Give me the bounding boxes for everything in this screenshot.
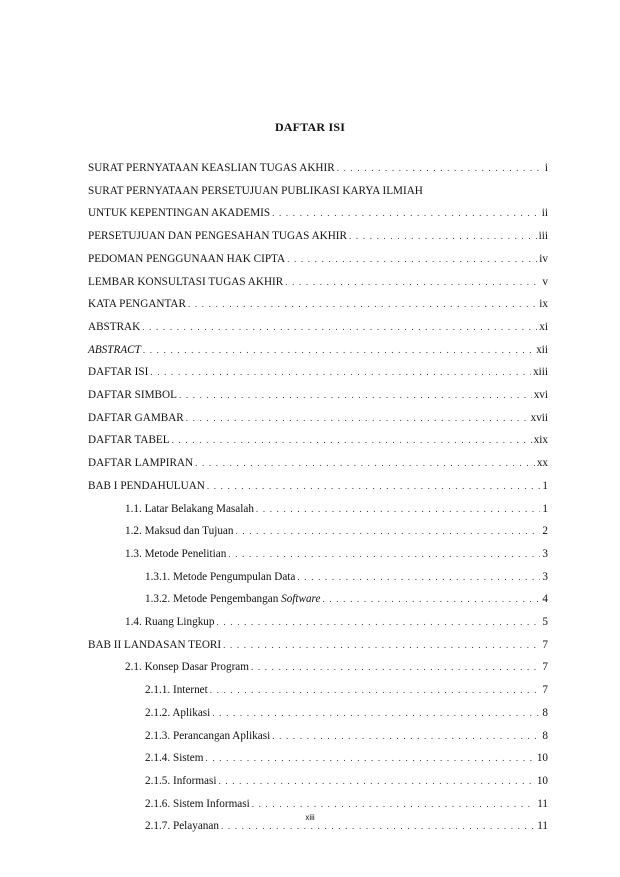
toc-entry-label: 2.1.5. Informasi bbox=[145, 774, 217, 787]
toc-leader-dots bbox=[349, 228, 537, 244]
toc-entry-page: xiii bbox=[533, 366, 548, 379]
toc-entry-label: PEDOMAN PENGGUNAAN HAK CIPTA bbox=[88, 252, 286, 265]
toc-entry-page: 11 bbox=[537, 820, 548, 833]
page-number: xiii bbox=[305, 813, 315, 822]
toc-entry-page: 7 bbox=[542, 661, 548, 674]
toc-leader-dots bbox=[212, 705, 540, 721]
toc-entry-page: 2 bbox=[542, 525, 548, 538]
toc-leader-dots bbox=[207, 478, 541, 494]
toc-entry-label: 2.1. Konsep Dasar Program bbox=[125, 661, 249, 674]
toc-entry bbox=[88, 274, 548, 290]
page-title: DAFTAR ISI bbox=[274, 120, 346, 134]
toc-entry bbox=[145, 569, 548, 585]
toc-leader-dots bbox=[210, 682, 541, 698]
toc-entry bbox=[145, 705, 548, 721]
toc-entry-label: BAB I PENDAHULUAN bbox=[88, 479, 205, 492]
toc-entry-page: xii bbox=[536, 343, 548, 356]
toc-entry-label: 1.4. Ruang Lingkup bbox=[125, 616, 215, 628]
toc-entry bbox=[88, 183, 548, 199]
toc-entry-label: 2.1.1. Internet bbox=[145, 684, 208, 697]
toc-entry-page: 11 bbox=[537, 797, 548, 810]
toc-entry bbox=[145, 750, 548, 766]
toc-leader-dots bbox=[228, 546, 540, 562]
toc-entry-page: 10 bbox=[536, 774, 548, 787]
toc-entry-label: 2.1.4. Sistem bbox=[145, 752, 204, 765]
toc-entry-page: iii bbox=[538, 230, 548, 243]
toc-leader-dots bbox=[337, 160, 543, 176]
toc-entry bbox=[125, 614, 548, 630]
toc-entry bbox=[88, 319, 548, 335]
toc-entry-page: xx bbox=[536, 457, 548, 470]
toc-leader-dots bbox=[186, 410, 529, 426]
toc-entry-label: SURAT PERNYATAAN KEASLIAN TUGAS AKHIR bbox=[88, 162, 335, 174]
toc-entry-page: 3 bbox=[542, 570, 548, 583]
toc-leader-dots bbox=[143, 342, 534, 358]
toc-leader-dots bbox=[272, 728, 540, 744]
toc-entry-page: xvii bbox=[530, 411, 548, 424]
toc-entry-label: UNTUK KEPENTINGAN AKADEMIS bbox=[88, 207, 271, 220]
toc-entry-label: LEMBAR KONSULTASI TUGAS AKHIR bbox=[88, 275, 284, 288]
toc-leader-dots bbox=[251, 659, 540, 675]
toc-entry-label: 2.1.2. Aplikasi bbox=[145, 706, 211, 719]
toc-entry-page: 1 bbox=[542, 502, 548, 515]
toc-leader-dots bbox=[256, 501, 540, 517]
toc-entry bbox=[88, 251, 548, 267]
toc-entry-label: ABSTRACT bbox=[88, 343, 141, 356]
toc-entry-label-italic: Software bbox=[281, 593, 321, 606]
toc-leader-dots bbox=[150, 364, 531, 380]
toc-leader-dots bbox=[142, 319, 537, 335]
toc-entry bbox=[145, 591, 548, 607]
toc-leader-dots bbox=[179, 387, 532, 403]
toc-entry bbox=[145, 796, 548, 812]
toc-leader-dots bbox=[285, 274, 540, 290]
toc-entry bbox=[88, 410, 548, 426]
toc-entry-label: PERSETUJUAN DAN PENGESAHAN TUGAS AKHIR bbox=[88, 230, 347, 243]
toc-entry bbox=[145, 682, 548, 698]
toc-entry-label: ABSTRAK bbox=[88, 320, 141, 333]
toc-entry-page: 1 bbox=[542, 479, 548, 492]
toc-entry bbox=[88, 296, 548, 312]
toc-entry bbox=[125, 546, 548, 562]
toc-entry-page: xi bbox=[539, 320, 548, 333]
toc-entry bbox=[125, 659, 548, 675]
toc-entry-label: 1.1. Latar Belakang Masalah bbox=[125, 502, 254, 515]
toc-entry bbox=[145, 728, 548, 744]
toc-entry-label: 1.2. Maksud dan Tujuan bbox=[125, 525, 234, 538]
toc-entry bbox=[125, 501, 548, 517]
toc-entry-label: BAB II LANDASAN TEORI bbox=[88, 638, 222, 651]
toc-entry bbox=[88, 228, 548, 244]
toc-entry-page: 8 bbox=[542, 706, 548, 719]
toc-leader-dots bbox=[287, 251, 537, 267]
toc-entry bbox=[88, 205, 548, 221]
toc-entry-label: 1.3.1. Metode Pengumpulan Data bbox=[145, 570, 296, 583]
toc-entry-label: DAFTAR SIMBOL bbox=[88, 389, 177, 401]
toc-entry-page: 4 bbox=[542, 593, 548, 606]
toc-leader-dots bbox=[205, 750, 534, 766]
toc-entry bbox=[145, 773, 548, 789]
toc-entry bbox=[88, 160, 548, 176]
toc-entry bbox=[88, 364, 548, 380]
toc-leader-dots bbox=[297, 569, 540, 585]
toc-entry-page: i bbox=[544, 162, 548, 174]
toc-entry-label: 2.1.6. Sistem Informasi bbox=[145, 797, 250, 810]
toc-leader-dots bbox=[218, 773, 534, 789]
toc-entry-page: 8 bbox=[542, 729, 548, 742]
toc-entry-page: 7 bbox=[542, 684, 548, 697]
toc-entry-label: 2.1.3. Perancangan Aplikasi bbox=[145, 729, 271, 742]
toc-leader-dots bbox=[235, 523, 540, 539]
toc-entry-label: DAFTAR TABEL bbox=[88, 434, 170, 447]
toc-entry-page: xix bbox=[533, 434, 548, 447]
toc-entry bbox=[88, 342, 548, 358]
toc-entry-page: 7 bbox=[542, 638, 548, 651]
toc-entry bbox=[88, 387, 548, 403]
toc-entry-page: 10 bbox=[536, 752, 548, 765]
toc-entry-label: 1.3. Metode Penelitian bbox=[125, 547, 227, 560]
toc-leader-dots bbox=[252, 796, 535, 812]
toc-entry-label: 1.3.2. Metode Pengembangan Software bbox=[145, 593, 321, 606]
toc-entry-label: 2.1.7. Pelayanan bbox=[145, 820, 219, 833]
toc-leader-dots bbox=[188, 296, 537, 312]
toc-entry bbox=[88, 455, 548, 471]
toc-entry-page: v bbox=[542, 275, 548, 288]
toc-entry-page: 5 bbox=[542, 616, 548, 628]
toc-entry-page: 3 bbox=[542, 547, 548, 560]
toc-leader-dots bbox=[272, 205, 540, 221]
toc-entry-label: KATA PENGANTAR bbox=[88, 298, 186, 311]
toc-entry bbox=[88, 432, 548, 448]
toc-entry-page: ix bbox=[539, 298, 548, 311]
toc-leader-dots bbox=[322, 591, 540, 607]
toc-entry bbox=[125, 523, 548, 539]
toc-leader-dots bbox=[217, 614, 541, 630]
toc-entry-label: DAFTAR ISI bbox=[88, 366, 149, 379]
toc-entry-page: xvi bbox=[533, 389, 548, 401]
toc-entry-label: DAFTAR GAMBAR bbox=[88, 411, 184, 424]
toc-entry-label: DAFTAR LAMPIRAN bbox=[88, 457, 194, 470]
toc-entry-page: iv bbox=[539, 252, 548, 265]
toc-leader-dots bbox=[223, 637, 540, 653]
toc-entry-label: SURAT PERNYATAAN PERSETUJUAN PUBLIKASI KARYA ILMIAH bbox=[88, 184, 423, 197]
toc-entry-page: ii bbox=[541, 207, 548, 220]
toc-entry bbox=[88, 478, 548, 494]
toc-leader-dots bbox=[172, 432, 532, 448]
toc-entry bbox=[88, 637, 548, 653]
toc-leader-dots bbox=[195, 455, 535, 471]
